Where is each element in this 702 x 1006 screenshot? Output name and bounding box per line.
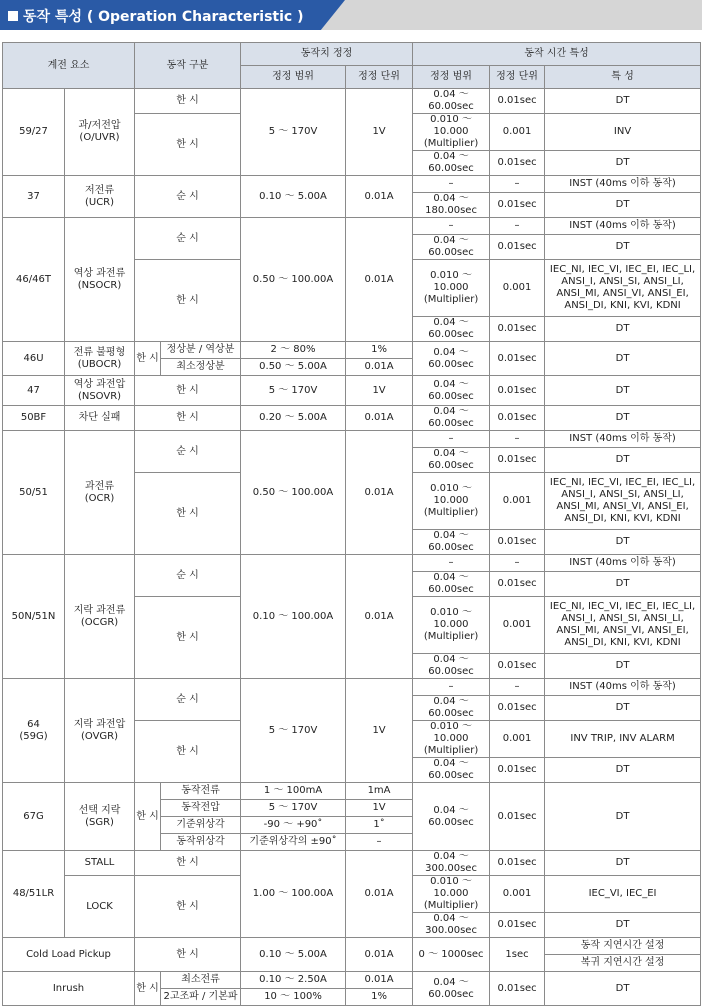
characteristic: DT <box>545 530 701 555</box>
time-range: 0.04 ～ 300.00sec <box>413 913 490 938</box>
time-unit: 0.01sec <box>490 235 545 260</box>
characteristic: IEC_NI, IEC_VI, IEC_EI, IEC_LI, ANSI_I, ANSI_SI, ANSI_LI, ANSI_MI, ANSI_VI, ANSI_EI, ANSI_DI, KNI, KVI, KDNI <box>545 597 701 654</box>
relay-code: 59/27 <box>3 89 65 176</box>
relay-code: 46U <box>3 342 65 376</box>
time-range: 0.04 ～ 60.00sec <box>413 654 490 679</box>
setting-range: 0.10 ～ 100.00A <box>241 555 346 679</box>
category-cell: 한 시 <box>135 89 241 114</box>
characteristic: INV TRIP, INV ALARM <box>545 721 701 758</box>
setting-unit: 1V <box>346 800 413 817</box>
setting-unit: 1V <box>346 679 413 783</box>
characteristic: INST (40ms 이하 동작) <box>545 218 701 235</box>
category-cell: 한 시 <box>135 972 161 1006</box>
setting-unit: 1mA <box>346 783 413 800</box>
setting-range: 5 ～ 170V <box>241 89 346 176</box>
time-range: 0.010 ～ 10.000 (Multiplier) <box>413 597 490 654</box>
relay-name: 저전류 (UCR) <box>65 176 135 218</box>
header-setting-group: 동작치 정정 <box>241 43 413 66</box>
setting-range: -90 ～ +90˚ <box>241 817 346 834</box>
header-time-group: 동작 시간 특성 <box>413 43 701 66</box>
time-unit: – <box>490 431 545 448</box>
characteristic: INST (40ms 이하 동작) <box>545 555 701 572</box>
setting-range: 5 ～ 170V <box>241 376 346 406</box>
time-unit: – <box>490 555 545 572</box>
setting-range: 0.50 ～ 5.00A <box>241 359 346 376</box>
characteristic: DT <box>545 448 701 473</box>
relay-code: Cold Load Pickup <box>3 938 135 972</box>
time-unit: 0.001 <box>490 721 545 758</box>
category-cell: 한 시 <box>135 260 241 342</box>
relay-name: 역상 과전류 (NSOCR) <box>65 218 135 342</box>
characteristic: DT <box>545 406 701 431</box>
time-unit: 0.01sec <box>490 783 545 851</box>
time-range: 0.04 ～ 60.00sec <box>413 89 490 114</box>
sub-category: 정상분 / 역상분 <box>161 342 241 359</box>
category-cell: 순 시 <box>135 431 241 473</box>
relay-code: 37 <box>3 176 65 218</box>
relay-name: 과전류 (OCR) <box>65 431 135 555</box>
header-characteristic: 특 성 <box>545 66 701 89</box>
time-unit: – <box>490 176 545 193</box>
characteristic: INST (40ms 이하 동작) <box>545 679 701 696</box>
characteristic: 동작 지연시간 설정 <box>545 938 701 955</box>
relay-code: 64 (59G) <box>3 679 65 783</box>
category-cell: 한 시 <box>135 597 241 679</box>
category-cell: 순 시 <box>135 555 241 597</box>
time-range: – <box>413 218 490 235</box>
sub-category: 최소정상분 <box>161 359 241 376</box>
time-range: 0.04 ～ 60.00sec <box>413 972 490 1006</box>
relay-name: 지락 과전압 (OVGR) <box>65 679 135 783</box>
time-range: – <box>413 176 490 193</box>
time-range: 0.010 ～ 10.000 (Multiplier) <box>413 260 490 317</box>
characteristic: INV <box>545 114 701 151</box>
time-unit: 0.001 <box>490 260 545 317</box>
characteristic: DT <box>545 193 701 218</box>
header-category: 동작 구분 <box>135 43 241 89</box>
relay-code: 50/51 <box>3 431 65 555</box>
relay-code: 50N/51N <box>3 555 65 679</box>
time-unit: 0.01sec <box>490 530 545 555</box>
characteristic: DT <box>545 376 701 406</box>
relay-name: LOCK <box>65 876 135 938</box>
characteristic: DT <box>545 572 701 597</box>
section-title-text: 동작 특성 ( Operation Characteristic ) <box>23 9 304 25</box>
setting-range: 5 ～ 170V <box>241 679 346 783</box>
setting-range: 0.10 ～ 5.00A <box>241 176 346 218</box>
relay-name: STALL <box>65 851 135 876</box>
category-cell: 한 시 <box>135 876 241 938</box>
time-range: 0.04 ～ 60.00sec <box>413 342 490 376</box>
relay-code: Inrush <box>3 972 135 1006</box>
setting-unit: 0.01A <box>346 555 413 679</box>
time-range: 0.010 ～ 10.000 (Multiplier) <box>413 721 490 758</box>
operation-characteristic-table <box>2 42 701 1006</box>
time-unit: 0.01sec <box>490 342 545 376</box>
setting-unit: 1V <box>346 89 413 176</box>
time-unit: 0.01sec <box>490 448 545 473</box>
time-unit: 0.01sec <box>490 317 545 342</box>
time-range: – <box>413 679 490 696</box>
time-range: – <box>413 431 490 448</box>
relay-name: 차단 실패 <box>65 406 135 431</box>
time-range: 0.04 ～ 60.00sec <box>413 317 490 342</box>
category-cell: 한 시 <box>135 406 241 431</box>
square-bullet-icon <box>8 11 18 21</box>
characteristic: IEC_NI, IEC_VI, IEC_EI, IEC_LI, ANSI_I, ANSI_SI, ANSI_LI, ANSI_MI, ANSI_VI, ANSI_EI, ANSI_DI, KNI, KVI, KDNI <box>545 260 701 317</box>
characteristic: IEC_NI, IEC_VI, IEC_EI, IEC_LI, ANSI_I, ANSI_SI, ANSI_LI, ANSI_MI, ANSI_VI, ANSI_EI, ANSI_DI, KNI, KVI, KDNI <box>545 473 701 530</box>
characteristic: DT <box>545 89 701 114</box>
characteristic: INST (40ms 이하 동작) <box>545 176 701 193</box>
section-title <box>8 6 303 26</box>
header-setting-unit: 정정 단위 <box>346 66 413 89</box>
time-range: 0.04 ～ 60.00sec <box>413 530 490 555</box>
time-unit: 0.01sec <box>490 406 545 431</box>
category-cell: 한 시 <box>135 851 241 876</box>
sub-category: 동작위상각 <box>161 834 241 851</box>
section-title-bar <box>0 0 702 30</box>
characteristic: DT <box>545 913 701 938</box>
category-cell: 순 시 <box>135 679 241 721</box>
time-range: 0.04 ～ 60.00sec <box>413 572 490 597</box>
setting-range: 0.10 ～ 2.50A <box>241 972 346 989</box>
category-cell: 한 시 <box>135 721 241 783</box>
relay-code: 50BF <box>3 406 65 431</box>
time-range: 0.04 ～ 60.00sec <box>413 696 490 721</box>
time-range: – <box>413 555 490 572</box>
category-cell: 한 시 <box>135 783 161 851</box>
time-range: 0.010 ～ 10.000 (Multiplier) <box>413 114 490 151</box>
sub-category: 최소전류 <box>161 972 241 989</box>
relay-name: 전류 불평형 (UBOCR) <box>65 342 135 376</box>
setting-unit: 1% <box>346 989 413 1006</box>
setting-range: 5 ～ 170V <box>241 800 346 817</box>
setting-unit: 1V <box>346 376 413 406</box>
time-unit: 0.01sec <box>490 654 545 679</box>
header-setting-range: 정정 범위 <box>241 66 346 89</box>
sub-category: 동작전류 <box>161 783 241 800</box>
header-time-unit: 정정 단위 <box>490 66 545 89</box>
time-unit: 0.001 <box>490 876 545 913</box>
characteristic: DT <box>545 342 701 376</box>
setting-range: 10 ～ 100% <box>241 989 346 1006</box>
time-range: 0.010 ～ 10.000 (Multiplier) <box>413 876 490 913</box>
setting-range: 기준위상각의 ±90˚ <box>241 834 346 851</box>
sub-category: 2고조파 / 기본파 <box>161 989 241 1006</box>
relay-code: 47 <box>3 376 65 406</box>
time-unit: 0.01sec <box>490 972 545 1006</box>
relay-name: 선택 지락 (SGR) <box>65 783 135 851</box>
characteristic: DT <box>545 851 701 876</box>
setting-range: 2 ～ 80% <box>241 342 346 359</box>
time-range: 0.04 ～ 60.00sec <box>413 151 490 176</box>
sub-category: 동작전압 <box>161 800 241 817</box>
time-unit: – <box>490 679 545 696</box>
setting-unit: 1% <box>346 342 413 359</box>
characteristic: 복귀 지연시간 설정 <box>545 955 701 972</box>
time-unit: 0.01sec <box>490 193 545 218</box>
time-unit: 0.01sec <box>490 572 545 597</box>
category-cell: 순 시 <box>135 218 241 260</box>
time-range: 0.010 ～ 10.000 (Multiplier) <box>413 473 490 530</box>
time-range: 0.04 ～ 60.00sec <box>413 783 490 851</box>
setting-unit: 0.01A <box>346 176 413 218</box>
characteristic: DT <box>545 783 701 851</box>
setting-unit: 0.01A <box>346 972 413 989</box>
time-unit: 0.01sec <box>490 376 545 406</box>
relay-name: 지락 과전류 (OCGR) <box>65 555 135 679</box>
characteristic: DT <box>545 972 701 1006</box>
time-unit: 0.01sec <box>490 758 545 783</box>
time-range: 0.04 ～ 180.00sec <box>413 193 490 218</box>
time-unit: 0.01sec <box>490 913 545 938</box>
characteristic: DT <box>545 317 701 342</box>
time-unit: 0.001 <box>490 597 545 654</box>
time-unit: 0.01sec <box>490 151 545 176</box>
time-range: 0.04 ～ 60.00sec <box>413 406 490 431</box>
category-cell: 한 시 <box>135 376 241 406</box>
characteristic: DT <box>545 654 701 679</box>
time-range: 0.04 ～ 60.00sec <box>413 758 490 783</box>
characteristic: INST (40ms 이하 동작) <box>545 431 701 448</box>
characteristic: IEC_VI, IEC_EI <box>545 876 701 913</box>
setting-range: 0.20 ～ 5.00A <box>241 406 346 431</box>
setting-unit: 0.01A <box>346 938 413 972</box>
time-range: 0.04 ～ 300.00sec <box>413 851 490 876</box>
time-range: 0.04 ～ 60.00sec <box>413 235 490 260</box>
setting-unit: 0.01A <box>346 218 413 342</box>
relay-code: 48/51LR <box>3 851 65 938</box>
relay-name: 역상 과전압 (NSOVR) <box>65 376 135 406</box>
relay-code: 46/46T <box>3 218 65 342</box>
setting-unit: 0.01A <box>346 431 413 555</box>
setting-unit: 0.01A <box>346 359 413 376</box>
time-range: 0 ～ 1000sec <box>413 938 490 972</box>
setting-unit: 1˚ <box>346 817 413 834</box>
setting-range: 1.00 ～ 100.00A <box>241 851 346 938</box>
time-unit: – <box>490 218 545 235</box>
setting-range: 0.10 ～ 5.00A <box>241 938 346 972</box>
characteristic: DT <box>545 758 701 783</box>
header-relay: 계전 요소 <box>3 43 135 89</box>
time-unit: 0.001 <box>490 473 545 530</box>
category-cell: 한 시 <box>135 342 161 376</box>
time-unit: 0.001 <box>490 114 545 151</box>
time-range: 0.04 ～ 60.00sec <box>413 376 490 406</box>
time-unit: 0.01sec <box>490 89 545 114</box>
relay-code: 67G <box>3 783 65 851</box>
characteristic: DT <box>545 151 701 176</box>
header-time-range: 정정 범위 <box>413 66 490 89</box>
characteristic: DT <box>545 235 701 260</box>
setting-range: 0.50 ～ 100.00A <box>241 218 346 342</box>
time-range: 0.04 ～ 60.00sec <box>413 448 490 473</box>
time-unit: 1sec <box>490 938 545 972</box>
setting-unit: – <box>346 834 413 851</box>
characteristic: DT <box>545 696 701 721</box>
setting-range: 0.50 ～ 100.00A <box>241 431 346 555</box>
category-cell: 한 시 <box>135 473 241 555</box>
setting-unit: 0.01A <box>346 406 413 431</box>
category-cell: 한 시 <box>135 114 241 176</box>
setting-unit: 0.01A <box>346 851 413 938</box>
relay-name: 과/저전압 (O/UVR) <box>65 89 135 176</box>
time-unit: 0.01sec <box>490 851 545 876</box>
category-cell: 순 시 <box>135 176 241 218</box>
category-cell: 한 시 <box>135 938 241 972</box>
time-unit: 0.01sec <box>490 696 545 721</box>
setting-range: 1 ～ 100mA <box>241 783 346 800</box>
sub-category: 기준위상각 <box>161 817 241 834</box>
